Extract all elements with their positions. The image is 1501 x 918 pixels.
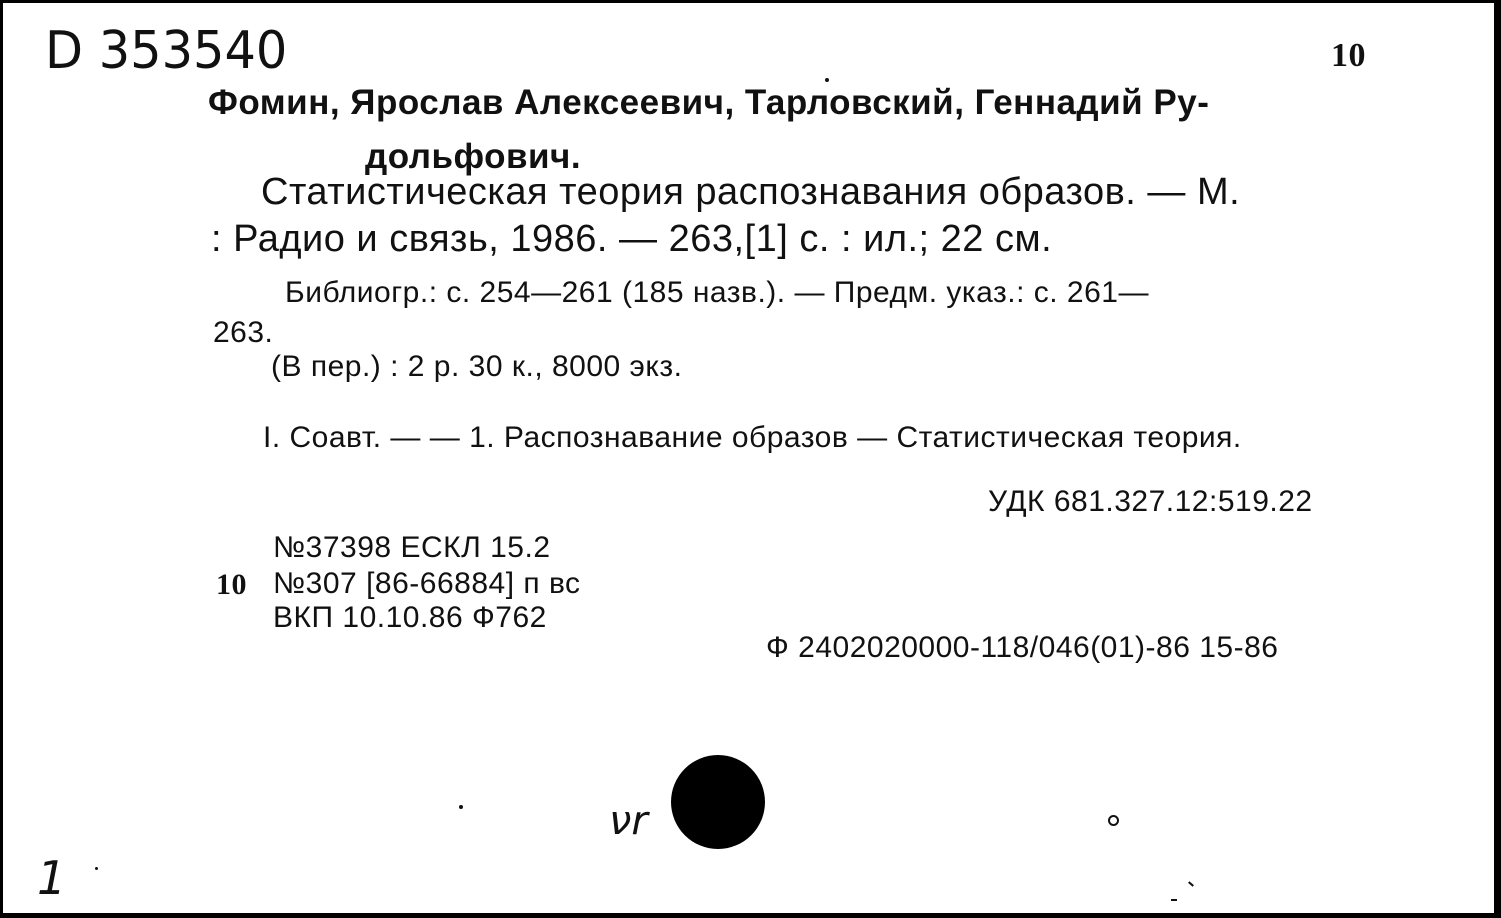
punch-hole: [671, 755, 765, 849]
catalog-card: [3, 3, 1494, 913]
author-heading-line2: дольфович.: [365, 137, 582, 176]
registry-line3: ВКП 10.10.86 Ф762: [273, 601, 547, 634]
index-code: Ф 2402020000-118/046(01)-86 15-86: [766, 631, 1279, 664]
copies-count-top: 10: [1331, 37, 1366, 74]
tracings-line: I. Соавт. — — 1. Распознавание образов — Статистическая теория.: [263, 421, 1242, 454]
tick-mark: [1188, 881, 1194, 886]
handwritten-mark: νr: [609, 798, 648, 844]
bibliography-note-line1: Библиогр.: с. 254—261 (185 назв.). — Предм. указ.: с. 261—: [285, 276, 1149, 309]
speck: [95, 867, 98, 870]
speck: [825, 78, 829, 82]
tick-mark: [1171, 899, 1177, 901]
udk-code: УДК 681.327.12:519.22: [988, 485, 1313, 518]
title-line1: Статистическая теория распознавания образов. — М.: [261, 171, 1241, 213]
small-ring-mark: [1108, 815, 1119, 826]
registry-line2: №307 [86-66884] п вс: [273, 567, 581, 600]
bibliography-note-line2: 263.: [213, 316, 274, 349]
title-line2: : Радио и связь, 1986. — 263,[1] с. : ил.; 22 см.: [211, 218, 1053, 260]
price-note: (В пер.) : 2 р. 30 к., 8000 экз.: [271, 350, 683, 383]
inventory-number: D 353540: [45, 21, 288, 81]
registry-copies: 10: [216, 568, 247, 601]
handwritten-corner-number: 1: [37, 851, 67, 905]
registry-line1: №37398 ЕСКЛ 15.2: [273, 531, 551, 564]
speck: [459, 805, 463, 809]
author-heading-line1: Фомин, Ярослав Алексеевич, Тарловский, Геннадий Ру-: [208, 83, 1210, 122]
